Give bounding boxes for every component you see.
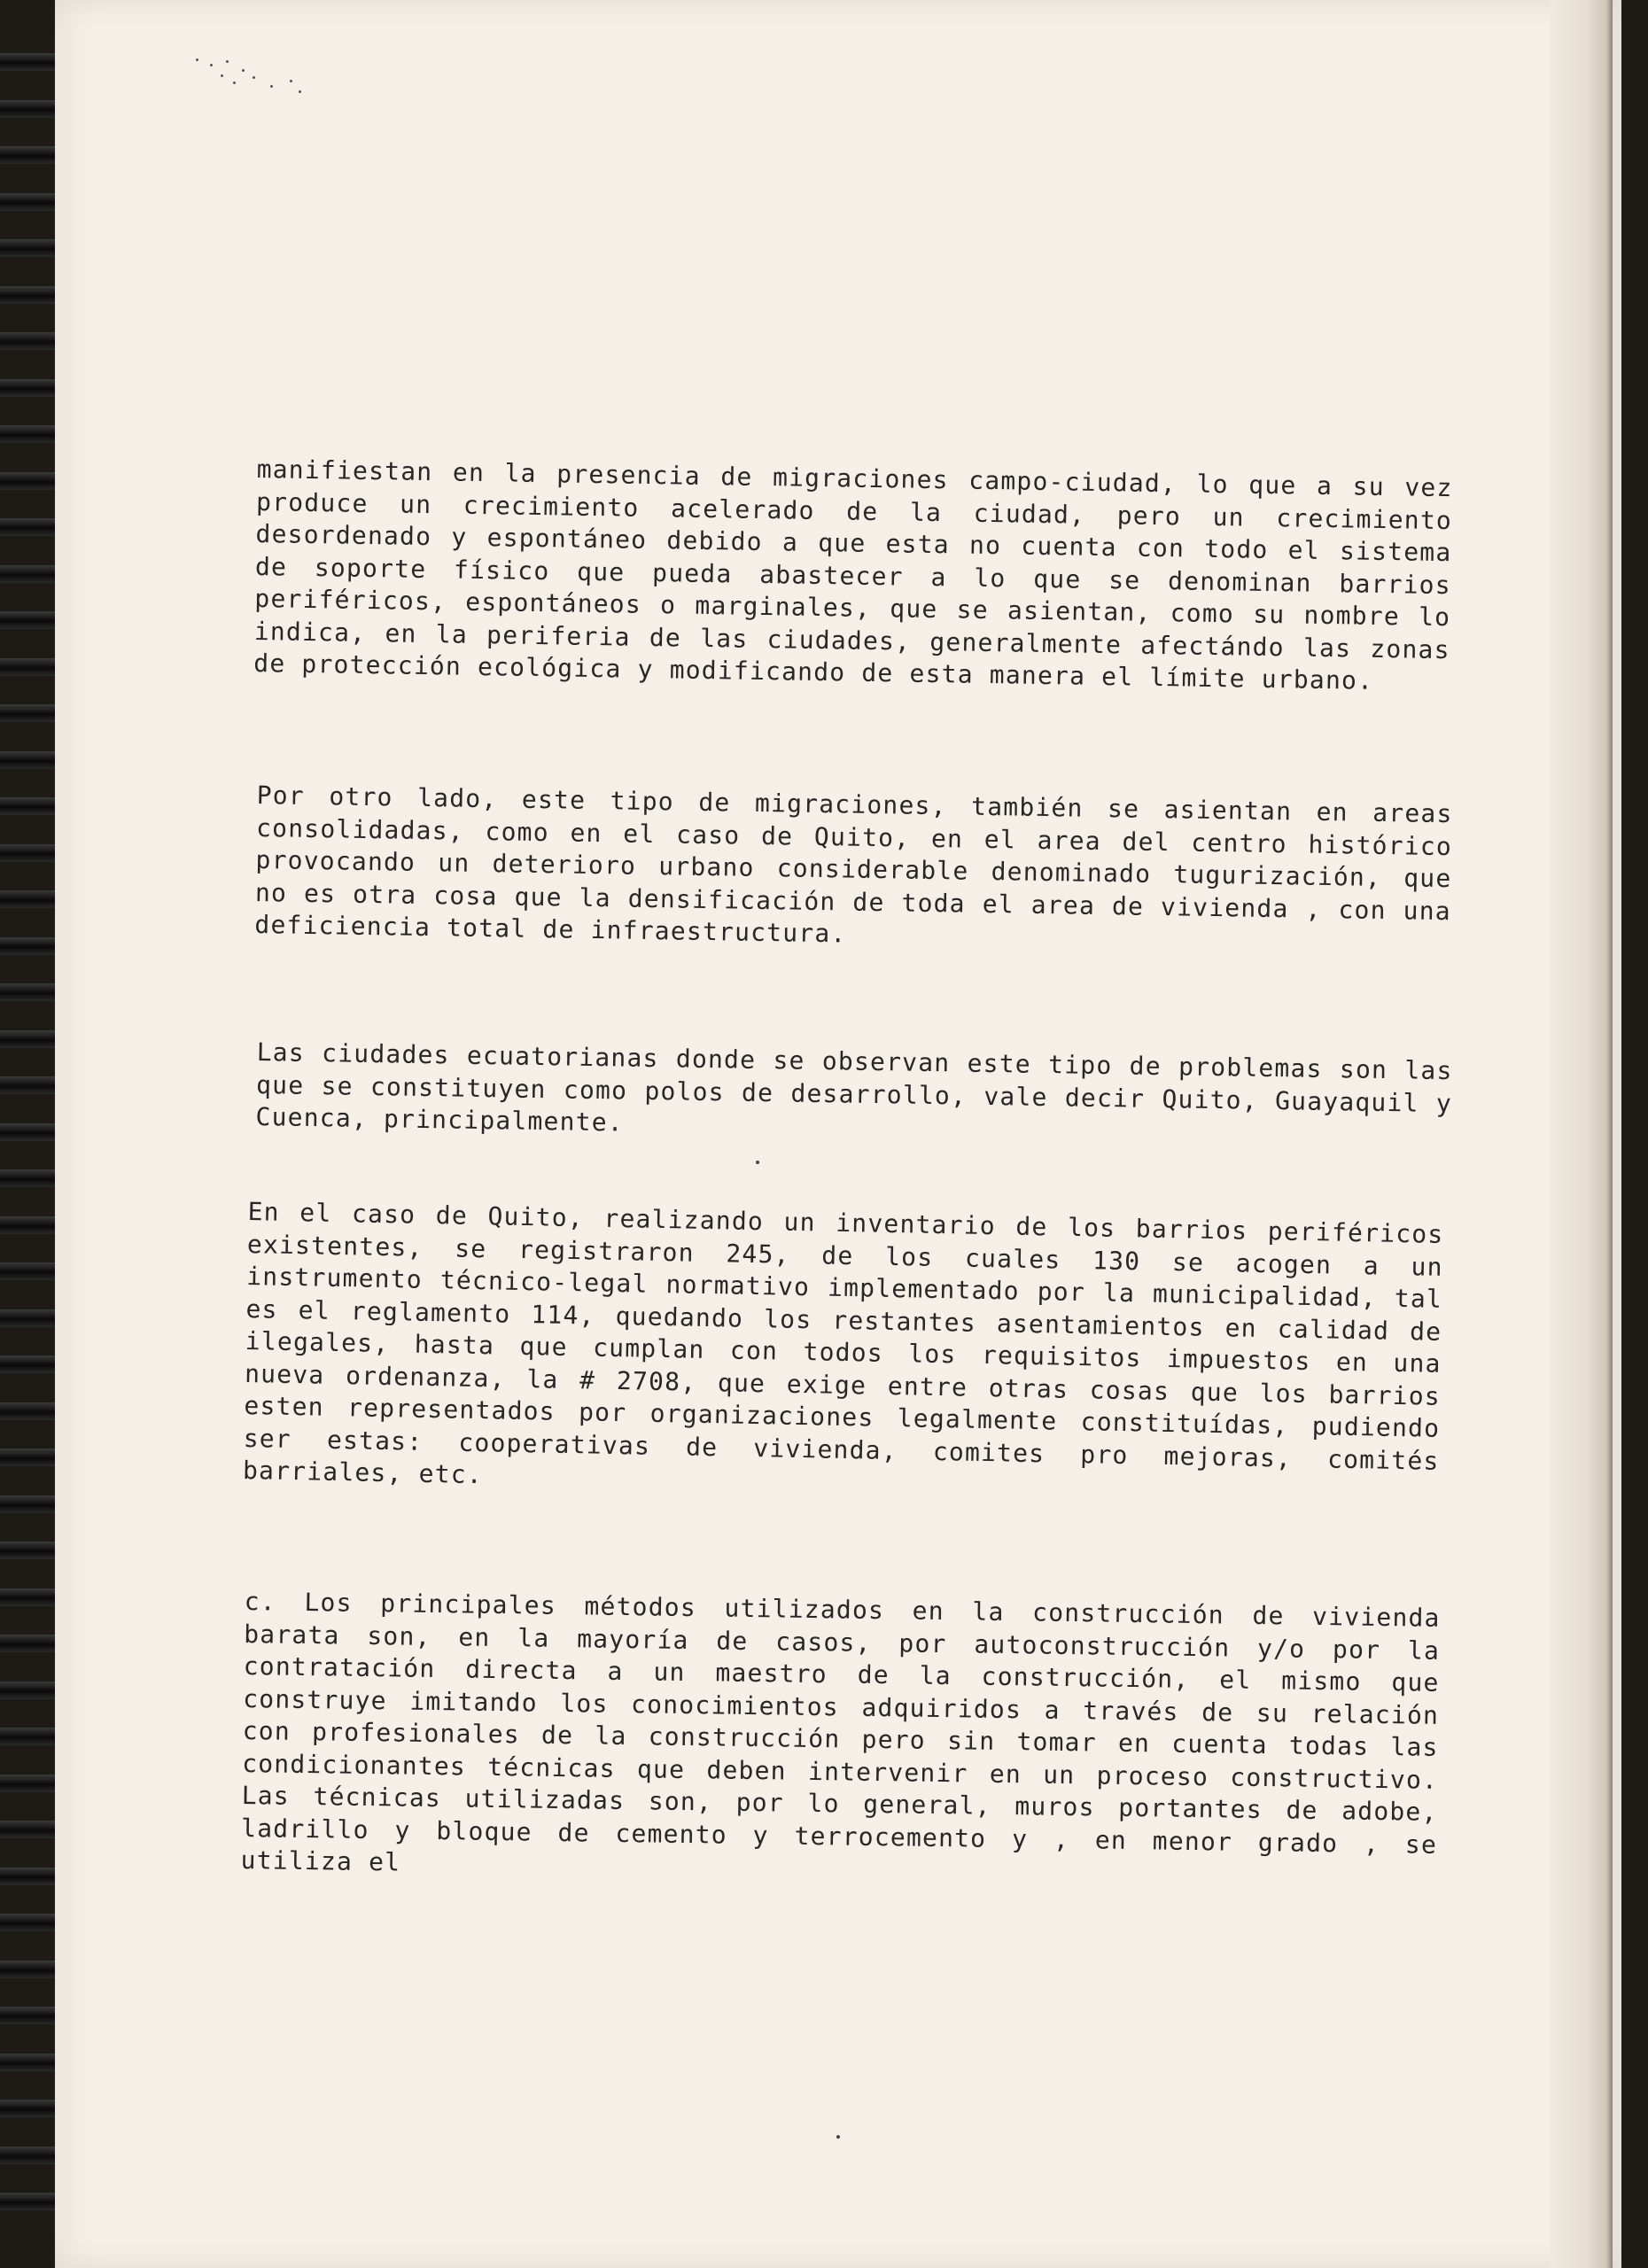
paragraph-cities: Las ciudades ecuatorianas donde se observan este tipo de problemas son las que se constituyen como polos de desarrollo, vale decir Quito, Guayaquil y Cuenca, principalmente. [255, 1037, 1453, 1138]
paragraph-migrations: manifiestan en la presencia de migraciones campo-ciudad, lo que a su vez produce un crecimiento acelerado de la ciudad, pero un crecimiento desordenado y espontáneo debido a que esta no cuenta con todo el sistema de soporte físico que pueda abastecer a lo que se denominan barrios periféricos, espontáneos o marginales, que se asientan, como su nombre lo indica, en la periferia de las ciudades, generalmente afectándo las zonas de protección ecológica y modificando de esta manera el límite urbano. [253, 454, 1453, 695]
punch-marks [190, 55, 315, 99]
paragraph-quito-inventory: En el caso de Quito, realizando un inventario de los barrios periféricos existentes, se registraron 245, de los cuales 130 se acogen a un instrumento técnico-legal normativo implementado por la municipalidad, tal es el reglamento 114, quedando los restantes asentamientos en calidad de ilegales, hasta que cumplan con todos los requisitos impuestos en una nueva ordenanza, la # 2708, que exige entre otras cosas que los barrios esten representados por organizaciones legalmente constituídas, pudiendo ser estas: cooperativas de vivienda, comites pro mejoras, comités barriales, etc. [242, 1196, 1444, 1490]
page-edge [1551, 0, 1613, 2268]
paragraph-construction-methods: c. Los principales métodos utilizados en la construcción de vivienda barata son, en la mayoría de casos, por autoconstrucción y/o por la contratación directa a un maestro de la construcción, el mismo que construye imitando los conocimientos adquiridos a través de su relación con profesionales de la construcción pero sin tomar en cuenta todas las condicionantes técnicas que deben intervenir en un proceso constructivo. Las técnicas utilizadas son, por lo general, muros portantes de adobe, ladrillo y bloque de cemento y terrocemento y , en menor grado , se utiliza el [240, 1586, 1441, 1877]
paragraph-tugurizacion: Por otro lado, este tipo de migraciones, también se asientan en areas consolidadas, como en el caso de Quito, en el area del centro histórico provocando un deterioro urbano considerable denominado tugurización, que no es otra cosa que la densificación de toda el area de vivienda , con una deficiencia total de infraestructura. [254, 780, 1453, 949]
stray-dot [836, 2135, 840, 2139]
stray-dot [756, 1161, 759, 1164]
